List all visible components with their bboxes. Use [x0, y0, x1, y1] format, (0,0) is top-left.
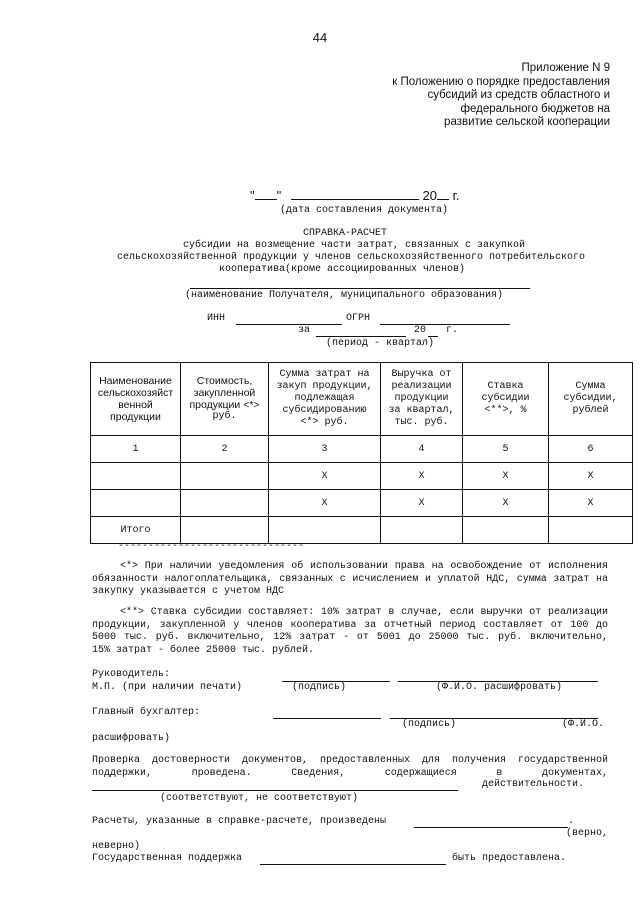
title-line: кооператива(кроме ассоциированных членов)	[218, 264, 466, 275]
header-text: Выручка от	[391, 369, 452, 380]
calculations-field[interactable]	[414, 827, 568, 828]
stamp-label: М.П. (при наличии печати)	[92, 682, 243, 693]
head-fio-caption: (Ф.И.О. расшифровать)	[436, 682, 563, 693]
recipient-caption: (наименование Получателя, муниципального образования)	[185, 290, 504, 301]
header-text: реализации	[391, 381, 452, 392]
table-cell: X	[269, 490, 381, 517]
date-line	[250, 188, 459, 203]
verification-caption: (соответствуют, не соответствуют)	[160, 793, 359, 804]
appendix-line: субсидий из средств областного и	[427, 89, 610, 101]
total-cell[interactable]	[381, 517, 463, 544]
header-text: <*> руб.	[300, 417, 349, 428]
calculations-dot: .	[568, 816, 575, 827]
table-cell: X	[269, 463, 381, 490]
quote-close: "	[276, 188, 282, 203]
table-row	[91, 490, 633, 517]
month-field[interactable]	[291, 199, 419, 200]
subsidy-table	[90, 362, 633, 544]
day-field[interactable]	[255, 199, 277, 200]
recipient-field[interactable]	[190, 288, 530, 289]
footnote-1: <*> При наличии уведомления об использовании права на освобождение от исполнения обязанности налогоплательщика, связанных с исчислением и уплатой НДС, сумма затрат на закупку указывается с учетом НДС	[92, 561, 608, 597]
period-year-prefix: 20	[414, 325, 427, 336]
support-field[interactable]	[260, 864, 446, 865]
calculations-caption: (верно,	[566, 828, 609, 839]
appendix-line: Приложение N 9	[521, 62, 610, 74]
page-number: 44	[312, 30, 328, 45]
header-text: закуп продукции,	[276, 381, 373, 392]
footnote-separator: -------------------------------	[118, 541, 305, 552]
year-field[interactable]	[437, 199, 449, 200]
table-cell[interactable]	[91, 463, 181, 490]
head-signature-caption: (подпись)	[292, 682, 347, 693]
date-caption: (дата составления документа)	[280, 205, 449, 216]
table-header-row	[91, 363, 633, 436]
col-header-subsidy	[549, 363, 633, 436]
table-cell: X	[381, 490, 463, 517]
header-text: субсидии,	[563, 393, 618, 404]
column-number: 4	[381, 436, 463, 463]
column-number: 2	[181, 436, 269, 463]
verification-suffix: действительности.	[482, 779, 585, 790]
inn-label: ИНН	[207, 313, 226, 324]
table-cell: X	[549, 490, 633, 517]
total-label: Итого	[91, 517, 181, 544]
header-text: Сумма затрат на	[279, 369, 370, 380]
table-cell: X	[549, 463, 633, 490]
title-line: сельскохозяйственной продукции у членов сельскохозяйственного потребительского	[116, 252, 586, 263]
total-cell[interactable]	[181, 517, 269, 544]
appendix-header	[392, 62, 610, 130]
table-row	[91, 463, 633, 490]
ogrn-field[interactable]	[380, 324, 510, 325]
title-line: субсидии на возмещение части затрат, связанных с закупкой	[182, 240, 526, 251]
year-prefix: 20	[422, 188, 437, 203]
column-number: 5	[463, 436, 549, 463]
period-caption: (период - квартал)	[326, 338, 435, 349]
col-header-expense	[269, 363, 381, 436]
verification-field[interactable]	[92, 790, 458, 791]
quote-open: "	[250, 188, 255, 203]
period-za: за	[298, 325, 311, 336]
total-cell[interactable]	[463, 517, 549, 544]
total-cell[interactable]	[269, 517, 381, 544]
appendix-line: федерального бюджетов на	[460, 102, 610, 115]
document-title: СПРАВКА-РАСЧЕТ	[302, 228, 387, 239]
appendix-line: к Положению о порядке предоставления	[392, 75, 610, 88]
accountant-signature-caption: (подпись)	[402, 719, 457, 730]
head-label: Руководитель:	[92, 669, 171, 680]
accountant-fio-caption: (Ф.И.О.	[562, 719, 605, 730]
header-text: Стоимость,	[196, 375, 253, 387]
year-suffix: г.	[452, 188, 460, 203]
accountant-label: Главный бухгалтер:	[92, 707, 201, 718]
accountant-signature-field[interactable]	[273, 718, 381, 719]
support-text: Государственная поддержка	[92, 853, 243, 864]
total-cell[interactable]	[549, 517, 633, 544]
header-text: Наименование	[99, 375, 172, 387]
header-text: венной	[118, 399, 153, 411]
header-text: Сумма	[575, 381, 606, 392]
appendix-line: развитие сельской кооперации	[444, 116, 610, 128]
header-text: за квартал,	[388, 405, 455, 416]
header-text: тыс. руб.	[394, 417, 449, 428]
table-cell[interactable]	[181, 490, 269, 517]
column-number: 1	[91, 436, 181, 463]
header-text: рублей	[572, 405, 609, 416]
header-text: подлежащая	[294, 393, 355, 404]
table-cell: X	[463, 463, 549, 490]
column-numbers-row	[91, 436, 633, 463]
header-text: субсидированию	[282, 405, 367, 416]
col-header-rate	[463, 363, 549, 436]
period-year-suffix: г.	[446, 325, 459, 336]
header-text: <**>, %	[484, 405, 527, 416]
header-text: руб.	[212, 411, 237, 422]
ogrn-label: ОГРН	[346, 313, 371, 324]
header-text: сельскохозяйст	[97, 387, 174, 399]
table-cell[interactable]	[181, 463, 269, 490]
col-header-product	[91, 363, 181, 436]
calculations-text: Расчеты, указанные в справке-расчете, произведены	[92, 816, 387, 827]
period-year-field[interactable]	[428, 336, 438, 337]
header-text: продукции	[110, 411, 161, 423]
verification-text: Проверка достоверности документов, предоставленных для получения государственной поддержки, проведена. Сведения, содержащиеся в документах,	[92, 755, 608, 779]
quarter-field[interactable]	[316, 336, 406, 337]
total-row	[91, 517, 633, 544]
header-text: закупленной	[193, 387, 256, 399]
table-cell[interactable]	[91, 490, 181, 517]
support-text-end: быть предоставлена.	[452, 853, 567, 864]
footnote-2: <**> Ставка субсидии составляет: 10% затрат в случае, если выручки от реализации продукции, закупленной у членов кооператива за отчетный период составляет от 100 до 5000 тыс. руб. включительно, 12% затрат - от 5001 до 25000 тыс. руб. включительно, 15% затрат - более 25000 тыс. рублей.	[92, 607, 608, 656]
table-cell: X	[381, 463, 463, 490]
col-header-revenue	[381, 363, 463, 436]
calculations-caption-end: неверно)	[92, 841, 141, 852]
table-cell: X	[463, 490, 549, 517]
accountant-fio-caption-end: расшифровать)	[92, 733, 171, 744]
header-text: продукции <*>	[189, 399, 260, 411]
header-text: субсидии	[481, 393, 530, 404]
header-text: Ставка	[487, 381, 524, 392]
inn-field[interactable]	[236, 324, 342, 325]
column-number: 3	[269, 436, 381, 463]
column-number: 6	[549, 436, 633, 463]
col-header-cost	[181, 363, 269, 436]
header-text: продукции	[394, 393, 449, 404]
